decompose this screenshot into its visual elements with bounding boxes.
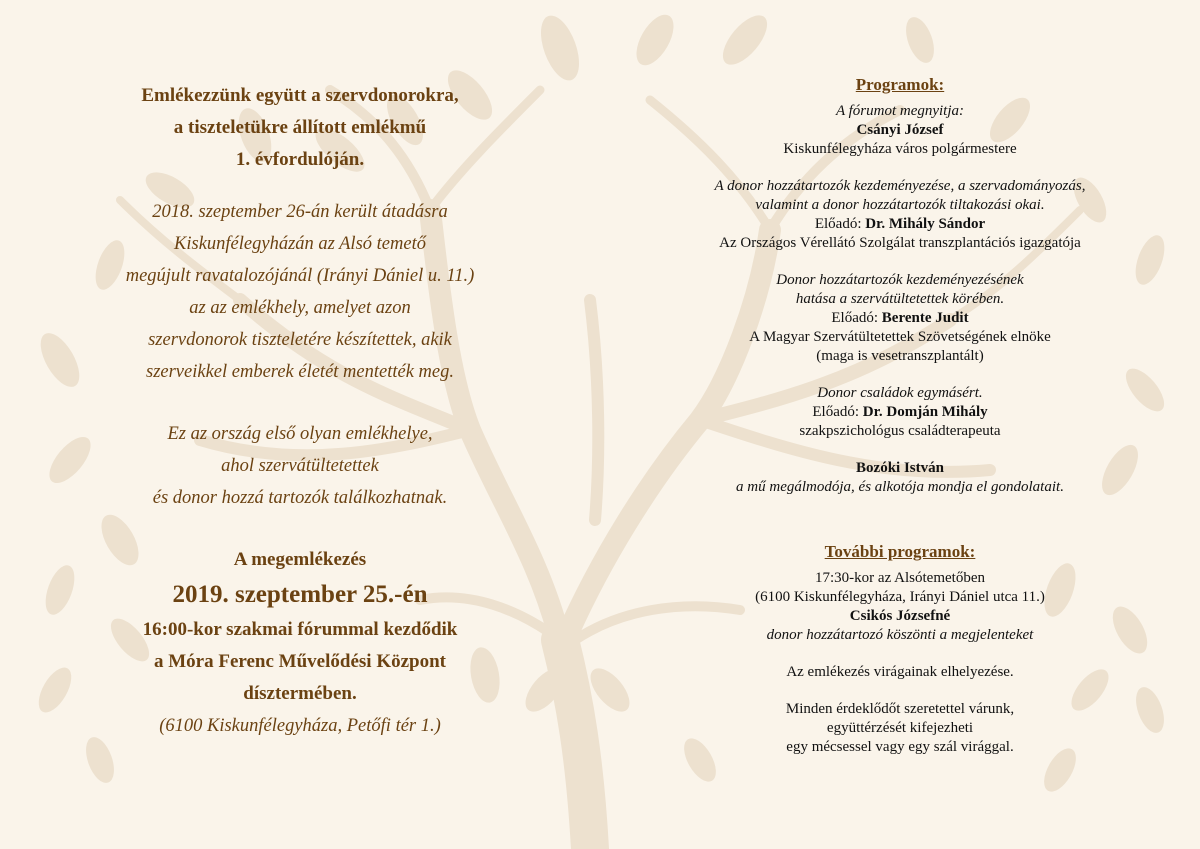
afternoon-time: 17:30-kor az Alsótemetőben — [815, 570, 985, 586]
talk-3 — [640, 384, 1160, 441]
talk-role: szakpszichológus családterapeuta — [799, 423, 1001, 439]
right-column — [640, 74, 1160, 757]
talk-title: A donor hozzátartozók kezdeményezése, a szervadományozás, — [714, 178, 1086, 194]
talk-title: Donor családok egymásért. — [817, 385, 983, 401]
talk-role: Az Országos Vérellátó Szolgálat transzplantációs igazgatója — [719, 235, 1081, 251]
greeter-name: Csikós Józsefné — [849, 608, 951, 624]
artist-block — [640, 459, 1160, 497]
closing-line: együttérzését kifejezheti — [826, 720, 974, 736]
talk-note: (maga is vesetranszplantált) — [816, 348, 984, 364]
afternoon-block — [640, 569, 1160, 645]
memorial-line: és donor hozzá tartozók találkozhatnak. — [152, 488, 448, 508]
opening-name: Csányi József — [856, 122, 944, 138]
artist-desc: a mű megálmodója, és alkotója mondja el gondolatait. — [736, 479, 1064, 495]
flowers-text: Az emlékezés virágainak elhelyezése. — [786, 664, 1014, 680]
talk-presenter: Előadó: Dr. Mihály Sándor — [814, 216, 986, 232]
flowers-block — [640, 663, 1160, 682]
intro-line: 2018. szeptember 26-án került átadásra — [152, 202, 448, 222]
talk-presenter: Előadó: Berente Judit — [831, 310, 969, 326]
closing-line: Minden érdeklődőt szeretettel várunk, — [785, 701, 1015, 717]
opening-intro: A fórumot megnyitja: — [835, 103, 965, 119]
opening-role: Kiskunfélegyháza város polgármestere — [783, 141, 1017, 157]
intro-line: szervdonorok tiszteletére készítettek, akik — [148, 330, 452, 350]
heading-line: Emlékezzünk együtt a szervdonorokra, — [141, 85, 459, 106]
closing-line: egy mécsessel vagy egy szál virággal. — [786, 739, 1014, 755]
talk-2 — [640, 271, 1160, 366]
talk-1 — [640, 177, 1160, 253]
intro-line: megújult ravatalozójánál (Irányi Dániel u. 11.) — [125, 266, 475, 286]
event-intro: A megemlékezés — [233, 549, 367, 570]
more-programs-title: További programok: — [824, 542, 976, 561]
memorial-line: Ez az ország első olyan emlékhelye, — [167, 424, 433, 444]
event-address: (6100 Kiskunfélegyháza, Petőfi tér 1.) — [159, 716, 441, 736]
talk-role: A Magyar Szervátültetettek Szövetségének elnöke — [749, 329, 1051, 345]
talk-title: hatása a szervátültetettek körében. — [795, 291, 1005, 307]
event-date: 2019. szeptember 25.-én — [172, 581, 428, 608]
heading-line: 1. évfordulóján. — [235, 149, 365, 170]
left-column — [80, 80, 520, 742]
memorial-line: ahol szervátültetettek — [221, 456, 379, 476]
greeter-role: donor hozzátartozó köszönti a megjelenteket — [766, 627, 1034, 643]
event-detail: 16:00-kor szakmai fórummal kezdődik — [142, 619, 458, 640]
intro-line: Kiskunfélegyházán az Alsó temető — [174, 234, 426, 254]
event-detail: dísztermében. — [243, 683, 357, 704]
event-detail: a Móra Ferenc Művelődési Központ — [154, 651, 446, 672]
talk-title: valamint a donor hozzátartozók tiltakozási okai. — [755, 197, 1045, 213]
programs-title: Programok: — [855, 75, 945, 94]
heading-line: a tiszteletükre állított emlékmű — [173, 117, 427, 138]
closing-block — [640, 700, 1160, 757]
talk-title: Donor hozzátartozók kezdeményezésének — [776, 272, 1024, 288]
artist-name: Bozóki István — [856, 460, 944, 476]
afternoon-address: (6100 Kiskunfélegyháza, Irányi Dániel utca 11.) — [755, 589, 1045, 605]
intro-line: szerveikkel emberek életét mentették meg. — [146, 362, 454, 382]
opening-block — [640, 102, 1160, 159]
talk-presenter: Előadó: Dr. Domján Mihály — [812, 404, 988, 420]
intro-line: az az emlékhely, amelyet azon — [189, 298, 411, 318]
